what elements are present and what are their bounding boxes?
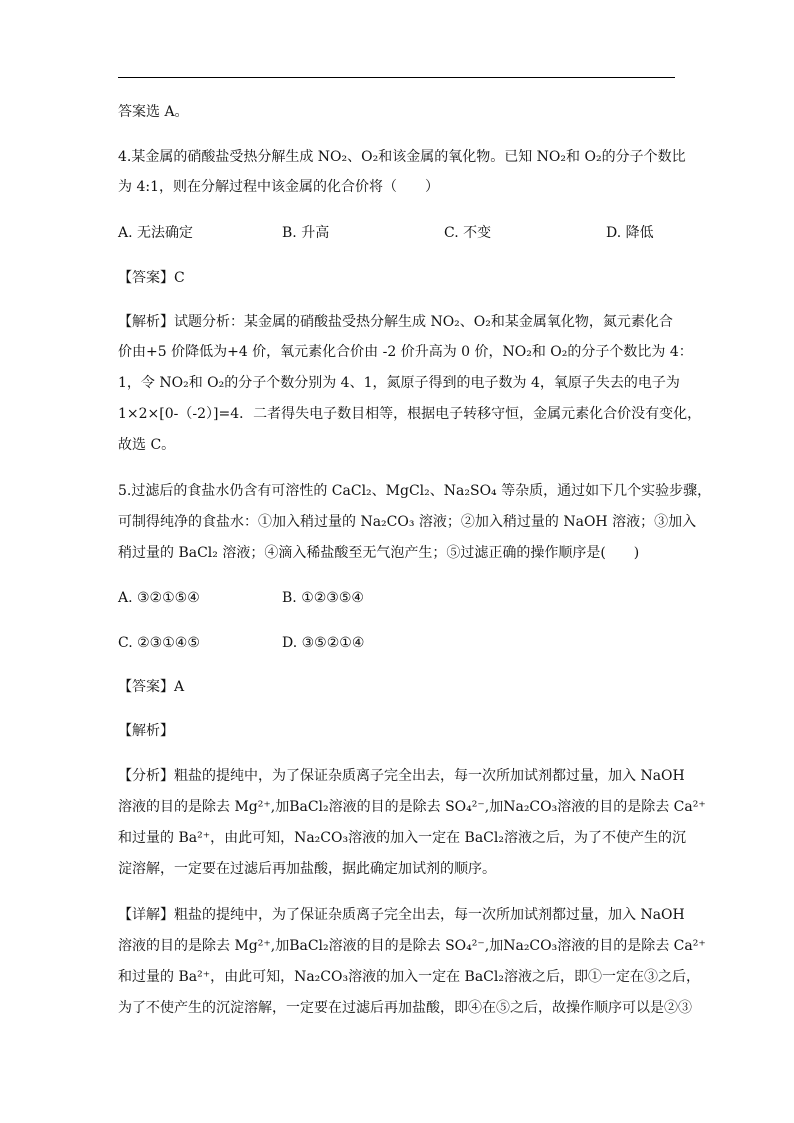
q5-xiangjie-line-3: 和过量的 Ba²⁺，由此可知，Na₂CO₃溶液的加入一定在 BaCl₂溶液之后，即①一定在③之后，: [118, 969, 700, 985]
previous-answer: 答案选 A。: [118, 104, 189, 120]
q5-fenxi-line-3: 和过量的 Ba²⁺，由此可知，Na₂CO₃溶液的加入一定在 BaCl₂溶液之后，为了不使产生的沉: [118, 830, 686, 846]
q5-xiangjie-line-1: 【详解】粗盐的提纯中，为了保证杂质离子完全出去，每一次所加试剂都过量，加入 NaOH: [118, 907, 685, 923]
q5-analysis-heading: 【解析】: [118, 723, 174, 739]
q5-option-b: B. ①②③⑤④: [282, 590, 364, 606]
q5-fenxi-line-4: 淀溶解，一定要在过滤后再加盐酸，据此确定加试剂的顺序。: [118, 861, 496, 877]
q5-fenxi-line-2: 溶液的目的是除去 Mg²⁺,加BaCl₂溶液的目的是除去 SO₄²⁻,加Na₂CO₃溶液的目的是除去 Ca²⁺: [118, 799, 706, 815]
q4-analysis-line-5: 故选 C。: [118, 437, 176, 453]
q4-option-b: B. 升高: [282, 225, 330, 241]
q4-answer: 【答案】C: [118, 270, 185, 286]
q5-xiangjie-line-2: 溶液的目的是除去 Mg²⁺,加BaCl₂溶液的目的是除去 SO₄²⁻,加Na₂CO₃溶液的目的是除去 Ca²⁺: [118, 938, 706, 954]
q5-fenxi-line-1: 【分析】粗盐的提纯中，为了保证杂质离子完全出去，每一次所加试剂都过量，加入 NaOH: [118, 768, 685, 784]
q5-option-c: C. ②③①④⑤: [118, 635, 200, 651]
q5-stem-line-3: 稍过量的 BaCl₂ 溶液；④滴入稀盐酸至无气泡产生；⑤过滤正确的操作顺序是( ): [118, 545, 640, 561]
q4-stem-line-2: 为 4:1，则在分解过程中该金属的化合价将（ ）: [118, 179, 439, 195]
q4-stem-line-1: 4.某金属的硝酸盐受热分解生成 NO₂、O₂和该金属的氧化物。已知 NO₂和 O₂的分子个数比: [118, 149, 686, 165]
q5-option-a: A. ③②①⑤④: [118, 590, 200, 606]
q5-stem-line-1: 5.过滤后的食盐水仍含有可溶性的 CaCl₂、MgCl₂、Na₂SO₄ 等杂质，通过如下几个实验步骤，: [118, 483, 712, 499]
q4-option-a: A. 无法确定: [118, 225, 194, 241]
header-rule: [118, 77, 675, 78]
q5-xiangjie-line-4: 为了不使产生的沉淀溶解，一定要在过滤后再加盐酸，即④在⑤之后，故操作顺序可以是②③: [118, 1000, 692, 1016]
q4-analysis-line-1: 【解析】试题分析：某金属的硝酸盐受热分解生成 NO₂、O₂和某金属氧化物，氮元素化合: [118, 314, 673, 330]
q4-analysis-line-2: 价由+5 价降低为+4 价，氧元素化合价由 -2 价升高为 0 价，NO₂和 O₂的分子个数比为 4：: [118, 344, 693, 360]
q4-analysis-line-3: 1，令 NO₂和 O₂的分子个数分别为 4、1，氮原子得到的电子数为 4，氧原子失去的电子为: [118, 375, 680, 391]
q5-option-d: D. ③⑤②①④: [282, 635, 365, 651]
q5-stem-line-2: 可制得纯净的食盐水：①加入稍过量的 Na₂CO₃ 溶液；②加入稍过量的 NaOH 溶液；③加入: [118, 514, 697, 530]
q4-analysis-line-4: 1×2×[0-（-2）]=4．二者得失电子数目相等，根据电子转移守恒，金属元素化合价没有变化，: [118, 406, 702, 422]
q4-option-d: D. 降低: [606, 225, 654, 241]
q5-answer: 【答案】A: [118, 679, 185, 695]
q4-option-c: C. 不变: [444, 225, 492, 241]
